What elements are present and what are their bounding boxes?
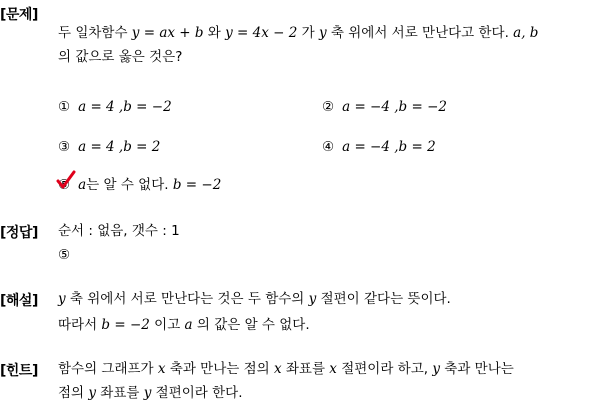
option-number: ① — [58, 99, 71, 115]
explanation-line2 — [58, 316, 310, 334]
var-y: y — [143, 385, 152, 401]
text: 절편이라 하고, — [336, 361, 433, 377]
option-var: a — [78, 177, 87, 193]
text: 가 — [297, 25, 319, 41]
text: 의 값은 알 수 없다. — [192, 317, 310, 333]
text: 점의 — [58, 385, 89, 401]
option-number: ② — [322, 99, 335, 115]
var-y: y — [432, 361, 440, 377]
answer-line1: 순서 : 없음, 갯수 : 1 — [58, 223, 180, 239]
option-text: a = −4 ,b = 2 — [342, 139, 436, 155]
text: 좌표를 — [281, 361, 330, 377]
option-2[interactable] — [322, 98, 447, 116]
var-y: y — [308, 291, 317, 307]
option-number: ④ — [322, 139, 335, 155]
problem-text-line2: 의 값으로 옳은 것은? — [58, 49, 183, 65]
option-eq: b = −2 — [172, 177, 222, 193]
text: 절편이라 한다. — [151, 385, 243, 401]
option-4[interactable] — [322, 138, 436, 156]
problem-text-line1 — [58, 24, 538, 42]
hint-label: [힌트] — [0, 363, 38, 379]
var-ab: a, b — [513, 25, 539, 41]
text: 두 일차함수 — [58, 25, 132, 41]
option-1[interactable] — [58, 98, 172, 116]
equation-1: y = ax + b — [131, 25, 204, 41]
text: 따라서 — [58, 317, 102, 333]
text: 이고 — [149, 317, 185, 333]
answer-label: [정답] — [0, 225, 38, 241]
text: 축 위에서 서로 만난다고 한다. — [326, 25, 514, 41]
var-y: y — [88, 385, 97, 401]
explanation-label: [해설] — [0, 293, 38, 309]
text: 축과 만나는 — [439, 361, 514, 377]
equation-2: y = 4x − 2 — [225, 25, 298, 41]
var-x: x — [273, 361, 282, 377]
text: 함수의 그래프가 — [58, 361, 158, 377]
option-3[interactable] — [58, 138, 160, 156]
var-y: y — [318, 25, 327, 41]
hint-line2 — [58, 384, 243, 402]
var-a: a — [184, 317, 193, 333]
option-number: ③ — [58, 139, 71, 155]
option-text: a = −4 ,b = −2 — [342, 99, 447, 115]
option-text: a = 4 ,b = 2 — [78, 139, 161, 155]
var-y: y — [58, 291, 66, 307]
option-number: ⑤ — [58, 177, 71, 193]
option-5[interactable] — [58, 176, 221, 194]
var-x: x — [157, 361, 166, 377]
text: 와 — [203, 25, 226, 41]
text: 축 위에서 서로 만난다는 것은 두 함수의 — [65, 291, 309, 307]
problem-label: [문제] — [0, 7, 38, 23]
answer-line2: ⑤ — [58, 247, 71, 263]
option-text: a = 4 ,b = −2 — [78, 99, 172, 115]
explanation-line1 — [58, 290, 451, 308]
var-x: x — [329, 361, 337, 377]
hint-line1 — [58, 360, 514, 378]
text: 절편이 같다는 뜻이다. — [316, 291, 451, 307]
text: 축과 만나는 점의 — [165, 361, 274, 377]
option-text: 는 알 수 없다. — [86, 177, 173, 193]
checkmark-icon — [56, 170, 76, 190]
text: 좌표를 — [96, 385, 144, 401]
equation: b = −2 — [101, 317, 150, 333]
